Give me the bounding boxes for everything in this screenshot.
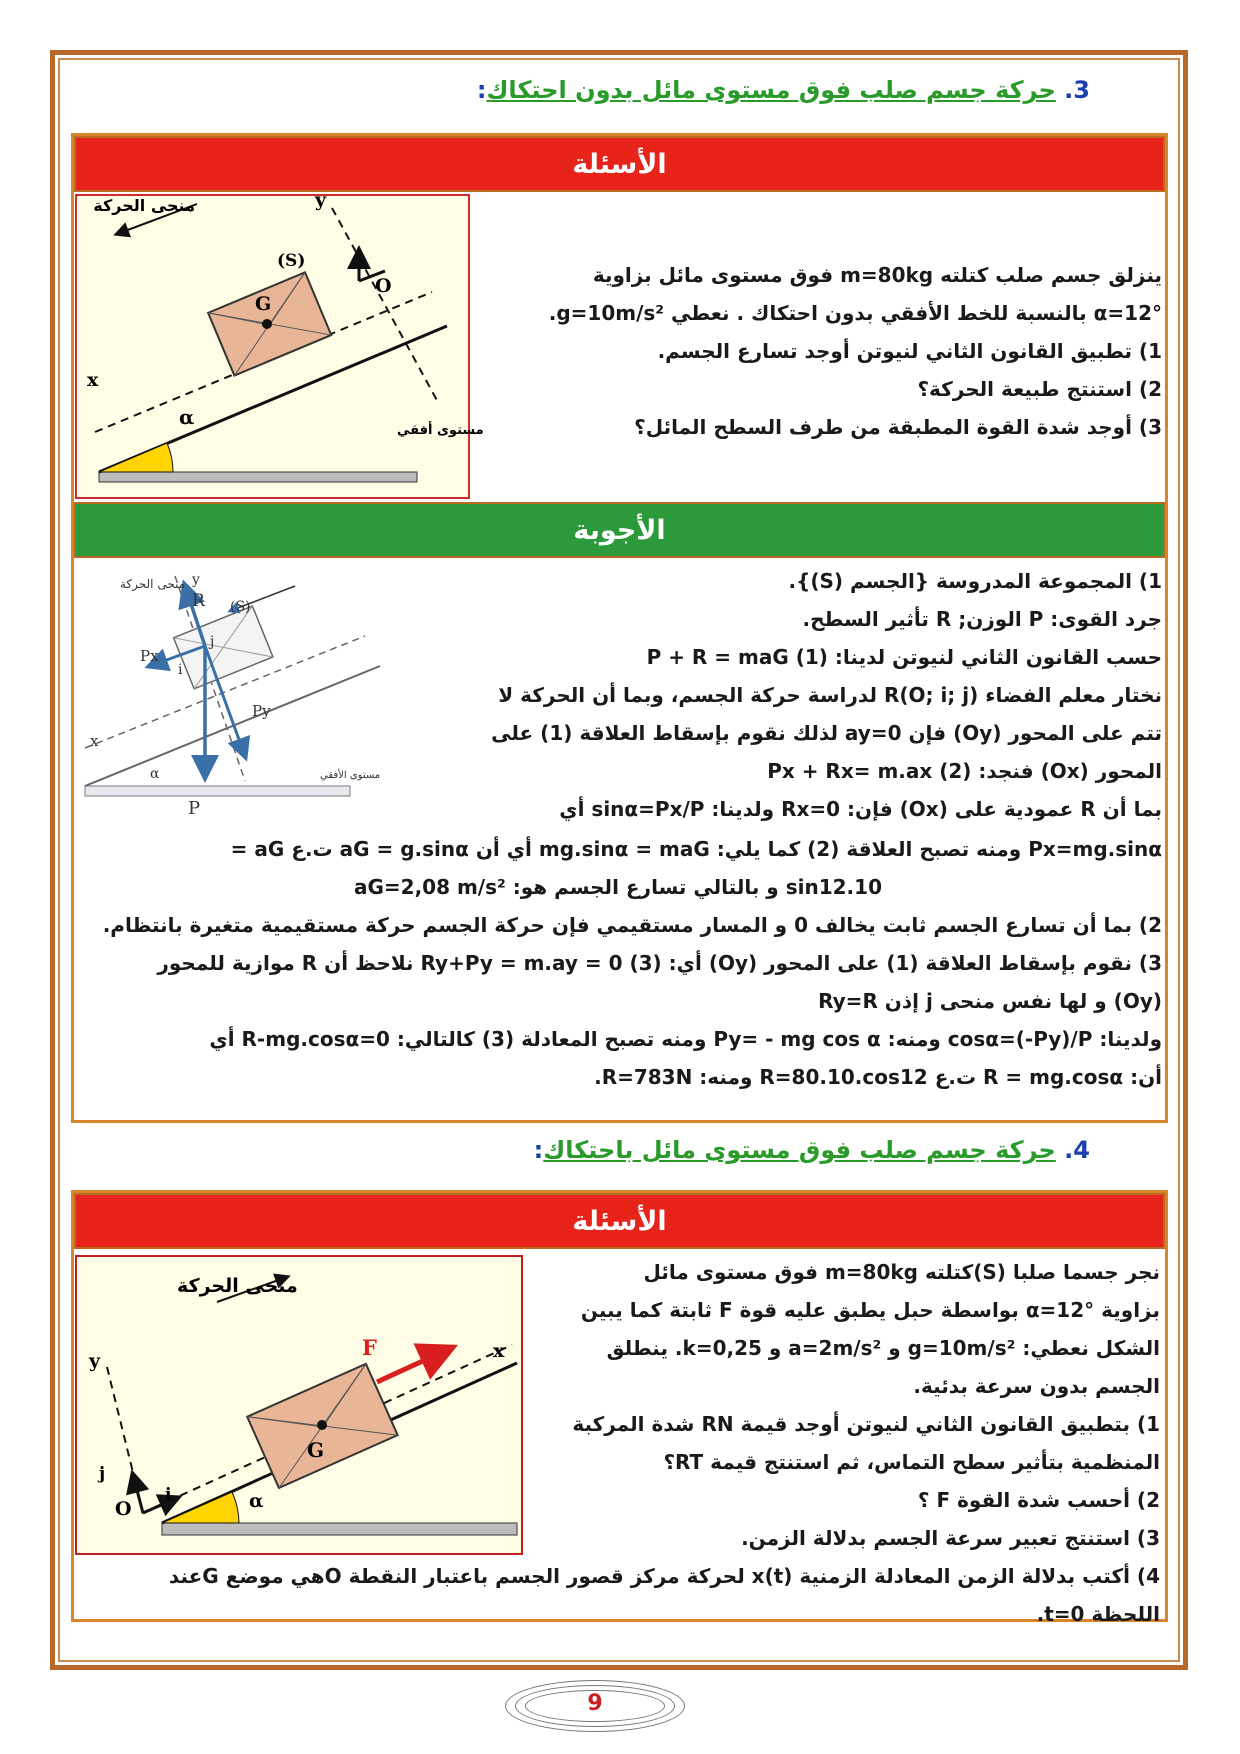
label-x: x xyxy=(87,369,99,391)
label-x: x xyxy=(90,732,99,750)
problem-question: 1) تطبيق القانون الثاني لنيوتن أوجد تسارع الجسم. xyxy=(657,339,1162,363)
problem-line: نجر جسما صلبا (S)كتلته m=80kg فوق مستوى مائل xyxy=(643,1260,1160,1284)
label-y: y xyxy=(89,1350,101,1372)
answer-line: جرد القوى: P الوزن; R تأثير السطح. xyxy=(802,607,1162,631)
label-i: i xyxy=(178,662,183,678)
label-x: x xyxy=(493,1340,505,1362)
page-number-text: 9 xyxy=(587,1691,603,1716)
label-O: O xyxy=(115,1498,132,1520)
i-vector xyxy=(143,1498,177,1513)
horizontal-ground xyxy=(85,786,350,796)
horizontal-ground xyxy=(162,1523,517,1535)
pulled-block-diagram xyxy=(77,1257,521,1553)
label-trajectory: منحى الحركة xyxy=(177,1275,298,1297)
alpha-angle-fill xyxy=(99,443,173,472)
label-P: P xyxy=(188,798,201,819)
label-trajectory: منحى الحركة xyxy=(120,577,186,591)
answer-line: (Oy) و لها نفس منحى j إذن Ry=R xyxy=(818,989,1162,1013)
answer-line: حسب القانون الثاني لنيوتن لدينا: P + R = maG (1) xyxy=(646,645,1162,669)
center-of-mass-dot xyxy=(317,1420,327,1430)
section4-title-text: حركة جسم صلب فوق مستوى مائل باحتكاك xyxy=(543,1136,1056,1164)
section4-title: 4. حركة جسم صلب فوق مستوى مائل باحتكاك: xyxy=(533,1136,1090,1164)
problem-question: 3) أوجد شدة القوة المطبقة من طرف السطح المائل؟ xyxy=(634,415,1162,439)
horizontal-ground xyxy=(99,472,417,482)
section4-questions-header: الأسئلة xyxy=(74,1193,1165,1249)
problem-line: بزاوية α=12° بواسطة حبل يطبق عليه قوة F ثابتة كما يبين xyxy=(580,1298,1160,1322)
label-O: O xyxy=(375,275,392,297)
label-j: j xyxy=(99,1464,106,1484)
problem-line: الشكل نعطي: g=10m/s² و a=2m/s² و k=0,25. ينطلق xyxy=(606,1336,1160,1360)
answer-line: نختار معلم الفضاء R(O; i; j) لدراسة حركة الجسم، وبما أن الحركة لا xyxy=(498,683,1162,707)
problem-question: اللحظة t=0. xyxy=(1036,1602,1160,1626)
problem-question: 4) أكتب بدلالة الزمن المعادلة الزمنية x(t) لحركة مركز قصور الجسم باعتبار النقطة Oهي موضع Gعند xyxy=(168,1564,1160,1588)
solid-block xyxy=(174,606,273,689)
label-j: j xyxy=(210,634,215,650)
label-R: R xyxy=(192,591,205,611)
section3-answers-bottom xyxy=(82,830,1162,1096)
label-G: G xyxy=(307,1438,325,1462)
answer-line: المحور (Ox) فنجد: Px + Rx= m.ax (2) xyxy=(767,759,1162,783)
section3-title-text: حركة جسم صلب فوق مستوى مائل بدون احتكاك xyxy=(486,76,1056,104)
page-number xyxy=(505,1680,685,1732)
problem-question: 3) استنتج تعبير سرعة الجسم بدلالة الزمن. xyxy=(741,1526,1160,1550)
j-vector xyxy=(133,1475,143,1513)
F-vector xyxy=(377,1349,449,1382)
problem-line: α=12° بالنسبة للخط الأفقي بدون احتكاك . نعطي g=10m/s². xyxy=(548,301,1162,325)
problem-question: المنظمية بتأثير سطح التماس، ثم استنتج قيمة RT؟ xyxy=(663,1450,1160,1474)
label-trajectory: منحى الحركة xyxy=(93,196,195,215)
label-S: (S) xyxy=(230,599,251,615)
center-of-mass-dot xyxy=(262,319,272,329)
label-Px: Px xyxy=(140,647,159,665)
section3-answers-header: الأجوبة xyxy=(74,502,1165,558)
answer-line: بما أن R عمودية على (Ox) فإن: Rx=0 ولدينا: sinα=Px/P أي xyxy=(559,797,1162,821)
answer-line: 1) المجموعة المدروسة {الجسم (S)}. xyxy=(788,569,1162,593)
label-horizontal: مستوى الأفقي xyxy=(320,770,381,781)
answer-line: أن: R = mg.cosα ت.ع R=80.10.cos12 ومنه: R=783N. xyxy=(594,1065,1162,1089)
section3-figure xyxy=(75,189,484,499)
problem-question: 2) استنتج طبيعة الحركة؟ xyxy=(917,377,1162,401)
section3-answer-figure xyxy=(80,566,390,851)
label-alpha: α xyxy=(249,1490,264,1512)
problem-question: 2) أحسب شدة القوة F ؟ xyxy=(917,1488,1160,1512)
label-F: F xyxy=(362,1335,377,1360)
section4-problem-bottom xyxy=(90,1557,1160,1633)
answer-line: 3) نقوم بإسقاط العلاقة (1) على المحور (Oy) أي: Ry+Py = m.ay = 0 (3) نلاحظ أن R موازية للمحور xyxy=(157,951,1162,975)
label-alpha: α xyxy=(150,766,160,782)
label-alpha: α xyxy=(179,405,195,429)
label-i: i xyxy=(165,1485,172,1505)
y-axis-dashed xyxy=(332,208,439,404)
forces-diagram xyxy=(80,566,390,851)
section3-number: 3. xyxy=(1064,76,1090,104)
section3-questions-header: الأسئلة xyxy=(74,136,1165,192)
section3-answers-top xyxy=(402,562,1162,828)
section4-figure xyxy=(75,1255,523,1555)
answer-line: Px=mg.sinα ومنه تصبح العلاقة (2) كما يلي: mg.sinα = maG أي أن aG = g.sinα ت.ع aG = xyxy=(230,837,1162,861)
answer-line: ولدينا: cosα=(-Py)/P ومنه: Py= - mg cos α ومنه تصبح المعادلة (3) كالتالي: R-mg.cosα=0 أي xyxy=(209,1027,1162,1051)
problem-question: 1) بتطبيق القانون الثاني لنيوتن أوجد قيمة RN شدة المركبة xyxy=(572,1412,1160,1436)
section3-title: 3. حركة جسم صلب فوق مستوى مائل بدون احتكاك: xyxy=(476,76,1090,104)
label-S: (S) xyxy=(277,251,306,271)
answer-line: 2) بما أن تسارع الجسم ثابت يخالف 0 و المسار مستقيمي فإن حركة الجسم حركة مستقيمية متغيرة بانتظام. xyxy=(102,913,1162,937)
label-G: G xyxy=(255,293,272,315)
problem-line: ينزلق جسم صلب كتلته m=80kg فوق مستوى مائل بزاوية xyxy=(592,263,1162,287)
answer-line: 10.sin12 و بالتالي تسارع الجسم هو: aG=2,08 m/s² xyxy=(353,875,882,899)
section4-problem-top xyxy=(560,1253,1160,1557)
label-horizontal: مستوى أفقي xyxy=(397,423,484,438)
section3-problem xyxy=(507,256,1162,446)
section4-number: 4. xyxy=(1064,1136,1090,1164)
problem-line: الجسم بدون سرعة بدئية. xyxy=(913,1374,1160,1398)
label-Py: Py xyxy=(252,702,271,720)
inclined-plane-diagram xyxy=(77,189,484,497)
label-y: y xyxy=(192,572,200,588)
alpha-angle-fill xyxy=(162,1492,239,1523)
answer-line: تتم على المحور (Oy) فإن ay=0 لذلك نقوم بإسقاط العلاقة (1) على xyxy=(491,721,1162,745)
label-y: y xyxy=(315,189,327,211)
